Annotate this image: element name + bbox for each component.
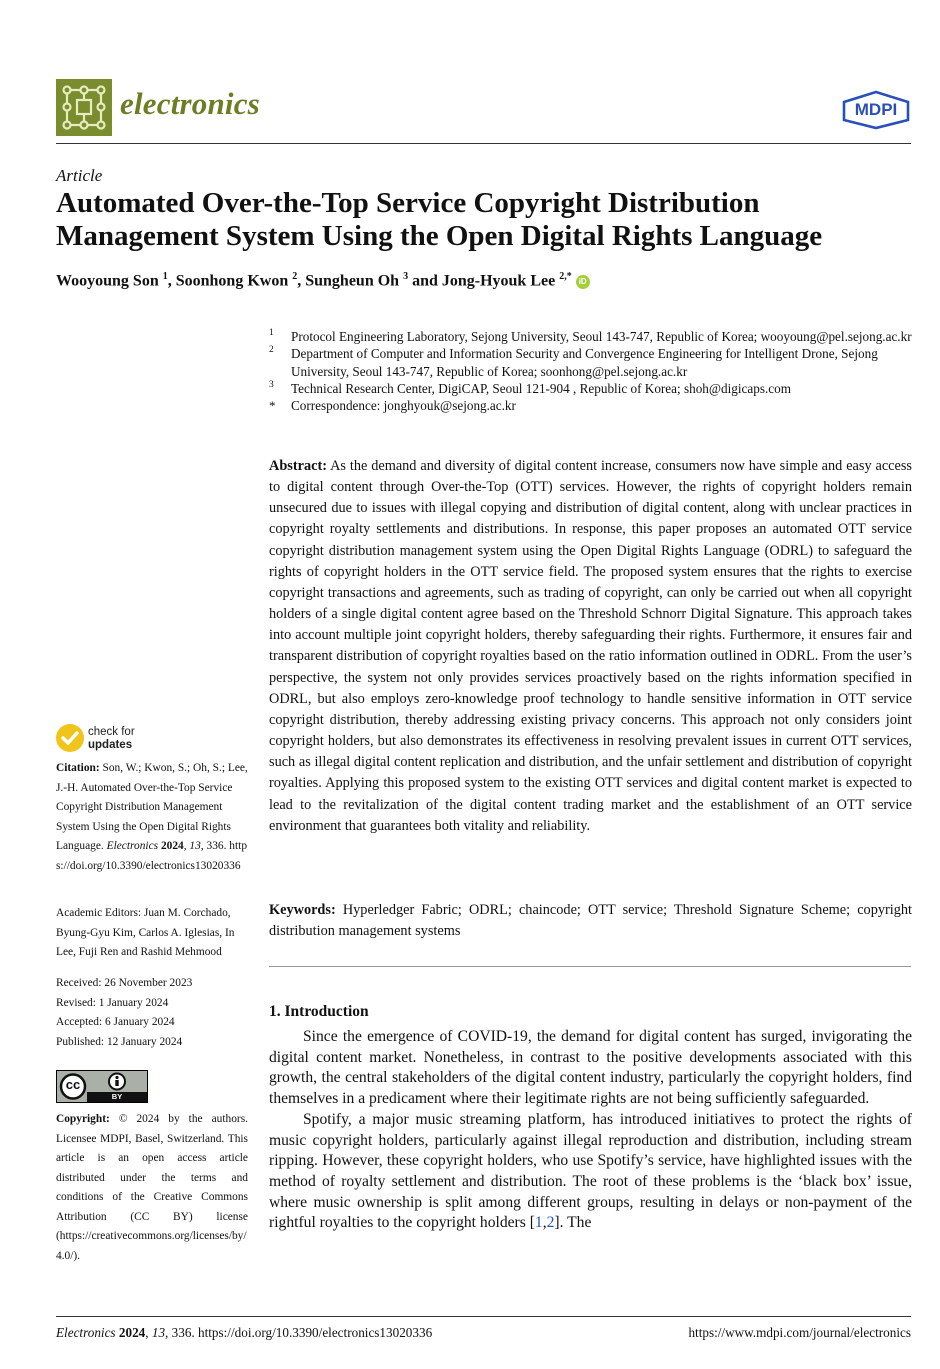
paragraph: Since the emergence of COVID-19, the demand for digital content has surged, invigorating the digital content market. Nonetheless, in contrast to the positive developments associated with this growth, the central stakeholders of the digital content industry, particularly the copyright holders, find themselves in a predicament where their legitimate rights are not being sufficiently safeguarded.	[269, 1028, 912, 1108]
cc-label: cc	[65, 1077, 81, 1092]
academic-editors: Academic Editors: Juan M. Corchado, Byung-Gyu Kim, Carlos A. Iglesias, In Lee, Fuji Ren and Rashid Mehmood	[56, 907, 235, 958]
citation-block	[56, 759, 248, 876]
author-separator: ,	[297, 272, 306, 290]
check-updates-text	[88, 726, 135, 751]
check-badge	[56, 724, 84, 752]
citation-label: Citation:	[56, 762, 100, 774]
footer-volume: 13	[151, 1325, 166, 1340]
footer-divider	[56, 1316, 911, 1317]
affiliation-marker: 3	[269, 379, 274, 390]
by-label: BY	[111, 1092, 123, 1101]
author-separator: and	[408, 272, 442, 290]
checkmark-icon	[56, 724, 84, 752]
citation-comma: ,	[183, 840, 190, 852]
circuit-icon	[56, 79, 112, 136]
footer-year: 2024	[118, 1325, 146, 1340]
keywords-label: Keywords:	[269, 902, 336, 918]
affiliation-text: Protocol Engineering Laboratory, Sejong University, Seoul 143-747, Republic of Korea; wooyoung@pel.sejong.ac.kr	[291, 329, 912, 344]
accepted-date: Accepted: 6 January 2024	[56, 1016, 175, 1028]
abstract-label: Abstract:	[269, 458, 327, 474]
introduction-body	[269, 1027, 912, 1234]
footer-journal-url[interactable]: https://www.mdpi.com/journal/electronics	[688, 1325, 911, 1340]
affiliation-list	[269, 328, 919, 414]
bracket-close: ]. The	[554, 1214, 592, 1232]
author-name[interactable]: Sungheun Oh	[305, 272, 400, 290]
mdpi-logo-text: MDPI	[854, 100, 898, 119]
author-affil-marker: 3	[403, 271, 409, 282]
published-date: Published: 12 January 2024	[56, 1035, 183, 1048]
abstract	[269, 456, 912, 837]
footer-comma: ,	[145, 1325, 152, 1340]
citation-link[interactable]: 1	[534, 1214, 543, 1232]
cc-by-license-badge[interactable]	[56, 1070, 148, 1103]
citation-year: 2024	[160, 840, 184, 852]
footer-citation	[56, 1325, 432, 1341]
received-date: Received: 26 November 2023	[56, 977, 193, 989]
keywords	[269, 900, 912, 942]
copyright-notice	[56, 1110, 248, 1266]
correspondence-text: Correspondence: jonghyouk@sejong.ac.kr	[291, 398, 516, 414]
journal-logo	[56, 79, 112, 136]
citation-volume: 13	[189, 840, 201, 852]
section-divider	[269, 966, 911, 967]
author-list	[56, 271, 590, 290]
keywords-text: Hyperledger Fabric; ODRL; chaincode; OTT service; Threshold Signature Scheme; copyright distribution management systems	[269, 902, 912, 939]
correspondence-marker: *	[269, 398, 276, 414]
article-type: Article	[56, 166, 103, 185]
author-separator: ,	[167, 272, 176, 290]
affiliation-marker: 2	[269, 345, 274, 356]
affiliation-item	[269, 345, 919, 380]
orcid-icon[interactable]: iD	[576, 275, 590, 289]
paragraph	[269, 1110, 912, 1234]
author-name[interactable]: Wooyoung Son	[56, 272, 159, 290]
check-for-updates-button[interactable]	[56, 724, 166, 754]
correspondence-item	[269, 397, 919, 414]
check-updates-line1: check for	[88, 726, 135, 738]
affiliation-item	[269, 328, 919, 345]
author-affil-marker: 1	[162, 271, 168, 282]
citation-journal: Electronics	[106, 840, 159, 852]
revised-date: Revised: 1 January 2024	[56, 996, 169, 1009]
author-affil-marker: 2,*	[559, 271, 572, 282]
author-name[interactable]: Jong-Hyouk Lee	[441, 272, 556, 290]
author-affil-marker: 2	[292, 271, 298, 282]
mdpi-logo[interactable]	[841, 90, 911, 130]
footer-doi[interactable]: , 336. https://doi.org/10.3390/electronics13020336	[165, 1325, 433, 1340]
citation-doi[interactable]: , 336. https://doi.org/10.3390/electronics13020336	[56, 840, 248, 872]
affiliation-text: Department of Computer and Information Security and Convergence Engineering for Intelligent Drone, Sejong University, Seoul 143-747, Republic of Korea; soonhong@pel.sejong.ac.kr	[291, 346, 878, 379]
affiliation-item	[269, 380, 919, 397]
affiliation-text: Technical Research Center, DigiCAP, Seoul 121-904 , Republic of Korea; shoh@digicaps.com	[291, 380, 791, 396]
page-title: Automated Over-the-Top Service Copyright Distribution Management System Using the Open Digital Rights Language	[56, 187, 823, 252]
citation-text: Son, W.; Kwon, S.; Oh, S.; Lee, J.-H. Automated Over-the-Top Service Copyright Distribution Management System Using the Open Digital Rights Language.	[56, 762, 248, 852]
citation-comma: ,	[542, 1214, 547, 1232]
publication-dates	[56, 974, 248, 1052]
citation-link[interactable]: 2	[546, 1214, 555, 1232]
author-name[interactable]: Soonhong Kwon	[175, 272, 289, 290]
footer-journal: Electronics	[56, 1325, 116, 1340]
paragraph-text: Spotify, a major music streaming platform, has introduced initiatives to protect the rights of music copyright holders, particularly against illegal reproduction and distribution, including stream ripping. However, these copyright holders, who use Spotify’s service, have highlighted issues with the method of royalty settlement and distribution. The root of these problems is the ‘black box’ issue, where music ownership is split among different groups, resulting in delays or non-payment of the rightful royalties to the copyright holders	[269, 1110, 912, 1232]
journal-name: electronics	[120, 86, 260, 121]
copyright-text: © 2024 by the authors. Licensee MDPI, Basel, Switzerland. This article is an open access article distributed under the terms and conditions of the Creative Commons Attribution (CC BY) license (https://creativecommons.org/licenses/by/4.0/).	[56, 1113, 248, 1262]
check-updates-line2: updates	[88, 738, 133, 751]
abstract-text: As the demand and diversity of digital content increase, consumers now have simple and easy access to digital content through Over-the-Top (OTT) services. However, the rights of copyright holders remain unsecured due to issues with illegal copying and distribution of digital content, along with unclear practices in copyright royalty settlements and distributions. In response, this paper proposes an automated OTT service copyright distribution management system using the Open Digital Rights Language (ODRL) to safeguard the rights of copyright holders in the OTT service field. The proposed system ensures that the rights to exercise copyright transactions and agreements, such as trading of copyright, can only be carried out when all copyright holders of a single digital content agree based on the Threshold Schnorr Digital Signature. This approach takes into account multiple joint copyright holders, thereby safeguarding their rights. Furthermore, it ensures fair and transparent distribution of copyright royalties based on the ratio information outlined in ODRL. From the user’s perspective, the system not only provides services proactively based on the rights information specified in ODRL, but also employs zero-knowledge proof technology to handle sensitive information in OTT service copyright distribution, thereby addressing existing privacy concerns. This approach not only considers joint copyright holders, but also demonstrates its effectiveness in resolving prevalent issues in current OTT services, such as illegal digital content replication and distribution, and the unfair settlement and distribution of copyright royalties. Applying this proposed system to the existing OTT services and digital content market is expected to lead to the revitalization of the digital content trading market and the establishment of an OTT service environment that guarantees both vitality and reliability.	[269, 458, 912, 834]
header-divider	[56, 143, 911, 144]
affiliation-marker: 1	[269, 328, 274, 338]
section-heading: 1. Introduction	[269, 1003, 369, 1020]
copyright-label: Copyright:	[56, 1113, 110, 1125]
bracket-open: [	[529, 1214, 535, 1232]
